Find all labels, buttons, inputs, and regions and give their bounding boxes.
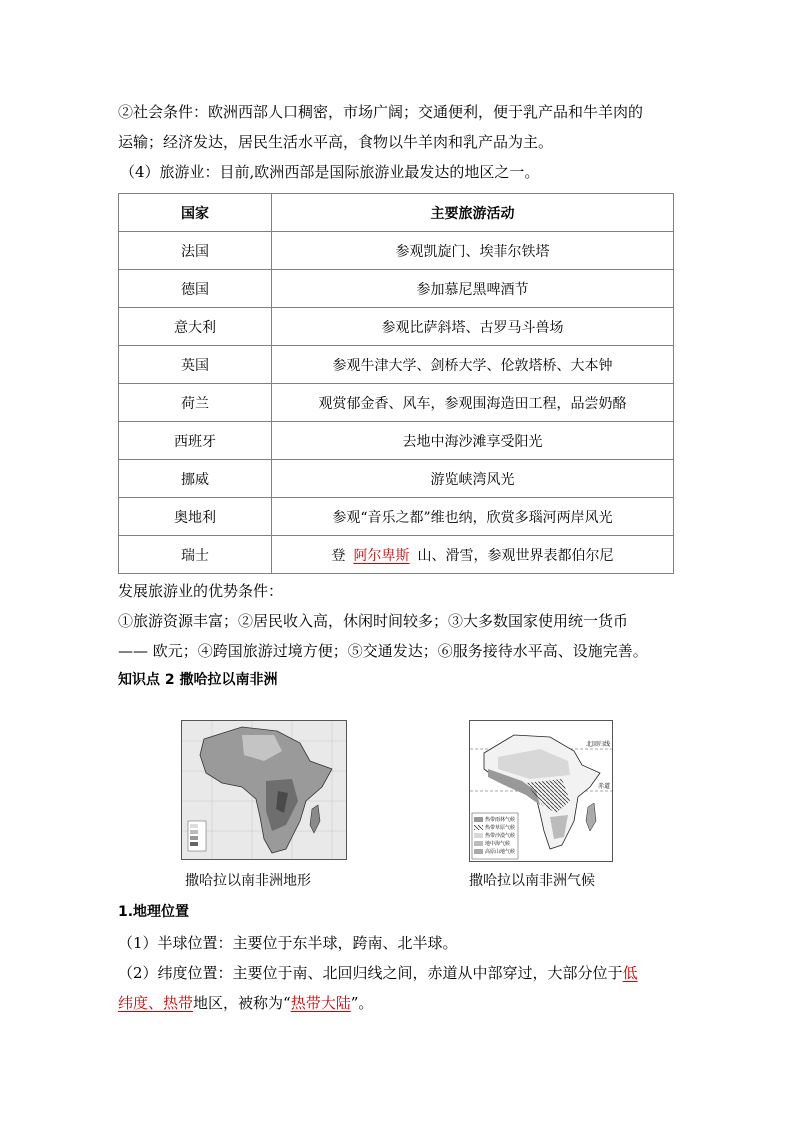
table-row — [119, 384, 674, 422]
latitude-mid: 地区，被称为“ — [193, 994, 291, 1012]
country-cell: 西班牙 — [119, 422, 272, 460]
activity-cell: 参观比萨斜塔、古罗马斗兽场 — [272, 308, 674, 346]
latitude-prefix: （2）纬度位置：主要位于南、北回归线之间，赤道从中部穿过，大部分位于 — [118, 964, 623, 982]
country-cell: 瑞士 — [119, 536, 272, 574]
answer-low-latitude-tropics: 纬度、热带 — [118, 994, 194, 1012]
activity-suffix: 山、滑雪，参观世界表都伯尔尼 — [417, 547, 614, 564]
label-tropic-north: 北回归线 — [585, 741, 610, 748]
legend-desert: 热带沙漠气候 — [485, 833, 516, 839]
header-country: 国家 — [119, 194, 272, 232]
activity-cell: 观赏郁金香、风车，参观围海造田工程，品尝奶酪 — [272, 384, 674, 422]
activity-cell — [272, 536, 674, 574]
table-row — [119, 346, 674, 384]
advantages-line2: —— 欧元；④跨国旅游过境方便；⑤交通发达；⑥服务接待水平高、设施完善。 — [118, 642, 648, 660]
table-row — [119, 460, 674, 498]
climate-caption: 撒哈拉以南非洲气候 — [469, 873, 595, 889]
latitude-end: ”。 — [350, 994, 374, 1012]
activity-prefix: 登 — [331, 547, 346, 564]
africa-climate-map — [469, 720, 613, 862]
country-cell: 法国 — [119, 232, 272, 270]
activity-cell: 参观牛津大学、剑桥大学、伦敦塔桥、大本钟 — [272, 346, 674, 384]
terrain-map-graphic — [182, 721, 346, 859]
advantages-line1: ①旅游资源丰富；②居民收入高，休闲时间较多；③大多数国家使用统一货币 — [118, 612, 629, 630]
table-row — [119, 232, 674, 270]
table-row — [119, 536, 674, 574]
terrain-caption: 撒哈拉以南非洲地形 — [185, 873, 311, 889]
country-cell: 意大利 — [119, 308, 272, 346]
country-cell: 英国 — [119, 346, 272, 384]
legend-rainforest: 热带雨林气候 — [485, 817, 516, 823]
latitude-line1 — [118, 963, 638, 983]
legend-savanna: 热带草原气候 — [485, 825, 516, 831]
geo-position-title: 1.地理位置 — [118, 904, 190, 920]
country-cell: 德国 — [119, 270, 272, 308]
country-cell: 奥地利 — [119, 498, 272, 536]
table-header-row — [119, 194, 674, 232]
header-activity: 主要旅游活动 — [272, 194, 674, 232]
activity-cell: 参观凯旋门、埃菲尔铁塔 — [272, 232, 674, 270]
table-row — [119, 422, 674, 460]
section-title: 知识点 2 撒哈拉以南非洲 — [118, 672, 278, 688]
latitude-line2 — [118, 993, 373, 1013]
advantages-title: 发展旅游业的优势条件： — [118, 582, 284, 600]
legend-mediterranean: 地中海气候 — [485, 841, 511, 847]
table-row — [119, 498, 674, 536]
country-cell: 挪威 — [119, 460, 272, 498]
activity-cell: 参观“音乐之都”维也纳，欣赏多瑙河两岸风光 — [272, 498, 674, 536]
climate-legend — [485, 816, 515, 856]
answer-tropical-continent: 热带大陆 — [290, 994, 351, 1012]
table-row — [119, 308, 674, 346]
para-social-line1: ②社会条件：欧洲西部人口稠密，市场广阔；交通便利，便于乳产品和牛羊肉的 — [118, 103, 644, 121]
hemisphere-line: （1）半球位置：主要位于东半球，跨南、北半球。 — [118, 934, 458, 952]
tourism-intro: （4）旅游业：目前,欧洲西部是国际旅游业最发达的地区之一。 — [120, 163, 540, 181]
activity-cell: 游览峡湾风光 — [272, 460, 674, 498]
answer-alps: 阿尔卑斯 — [353, 547, 410, 564]
para-social-line2: 运输；经济发达，居民生活水平高，食物以牛羊肉和乳产品为主。 — [118, 133, 554, 151]
label-equator: 赤道 — [597, 783, 610, 790]
africa-terrain-map — [181, 720, 347, 860]
activity-cell: 参加慕尼黑啤酒节 — [272, 270, 674, 308]
table-row — [119, 270, 674, 308]
tourism-table — [118, 193, 674, 574]
legend-highland: 高原山地气候 — [485, 849, 516, 855]
country-cell: 荷兰 — [119, 384, 272, 422]
answer-low: 低 — [622, 964, 638, 982]
activity-cell: 去地中海沙滩享受阳光 — [272, 422, 674, 460]
